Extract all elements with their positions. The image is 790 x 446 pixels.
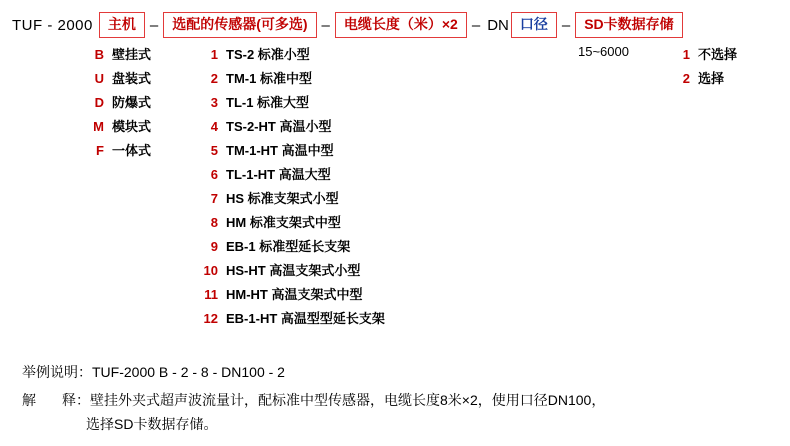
- host-option-code: U: [94, 71, 104, 86]
- sensor-option: [196, 116, 385, 140]
- separator-2: –: [321, 16, 330, 34]
- sd-option-label: 不选择: [698, 47, 738, 62]
- sensor-option-code: 5: [210, 143, 218, 158]
- sensor-option-label: TS-2 标准小型: [226, 47, 310, 62]
- sensor-option-label: TS-2-HT 高温小型: [226, 119, 332, 134]
- host-option-label: 防爆式: [112, 95, 152, 110]
- diameter-range-row: [578, 44, 629, 68]
- sensor-option-code: 3: [210, 95, 218, 110]
- sensor-option-label: HS-HT 高温支架式小型: [226, 263, 361, 278]
- host-option: [86, 68, 151, 92]
- host-option-label: 壁挂式: [112, 47, 152, 62]
- sensor-option: [196, 260, 385, 284]
- host-option: [86, 92, 151, 116]
- sd-options-column: [676, 44, 737, 92]
- sd-option: [676, 68, 737, 92]
- sensor-option-label: EB-1 标准型延长支架: [226, 239, 351, 254]
- segment-sd-box: SD卡数据存储: [575, 12, 682, 37]
- explanation-line-2: [86, 414, 217, 434]
- example-value: TUF-2000 B - 2 - 8 - DN100 - 2: [92, 364, 285, 380]
- diameter-range-value: 15~6000: [578, 44, 629, 59]
- segment-sensor-box: 选配的传感器(可多选): [163, 12, 316, 37]
- sensor-option-code: 4: [210, 119, 218, 134]
- sensor-option-label: TL-1-HT 高温大型: [226, 167, 331, 182]
- sensor-option: [196, 308, 385, 332]
- example-title: 举例说明：: [22, 364, 92, 380]
- sensor-option-code: 8: [210, 215, 218, 230]
- segment-dn-text: DN: [487, 16, 509, 34]
- sensor-option-code: 7: [210, 191, 218, 206]
- sensor-options-column: [196, 44, 385, 332]
- sensor-option: [196, 44, 385, 68]
- host-option: [86, 116, 151, 140]
- sd-option-label: 选择: [698, 71, 725, 86]
- sd-option: [676, 44, 737, 68]
- sensor-option-label: HM 标准支架式中型: [226, 215, 341, 230]
- explanation-text-2: 选择SD卡数据存储。: [86, 416, 218, 432]
- sensor-option: [196, 92, 385, 116]
- sensor-option-label: TM-1 标准中型: [226, 71, 312, 86]
- separator-4: –: [561, 16, 571, 34]
- sensor-option-code: 10: [203, 263, 218, 278]
- host-option-code: D: [94, 95, 104, 110]
- sensor-option-label: TL-1 标准大型: [226, 95, 310, 110]
- host-option-code: M: [93, 119, 104, 134]
- sd-option-code: 1: [682, 47, 690, 62]
- model-prefix: TUF - 2000: [12, 16, 93, 34]
- segment-diameter-box: 口径: [511, 12, 557, 37]
- sensor-option-code: 1: [210, 47, 218, 62]
- explanation-line: [22, 390, 605, 410]
- host-option: [86, 44, 151, 68]
- sensor-option-label: TM-1-HT 高温中型: [226, 143, 334, 158]
- sd-option-code: 2: [682, 71, 690, 86]
- sensor-option: [196, 68, 385, 92]
- sensor-option-label: HM-HT 高温支架式中型: [226, 287, 363, 302]
- segment-cable-box: 电缆长度（米）×2: [335, 12, 467, 37]
- host-option-code: F: [96, 143, 104, 158]
- sensor-option: [196, 140, 385, 164]
- sensor-option-label: HS 标准支架式小型: [226, 191, 339, 206]
- sensor-option: [196, 284, 385, 308]
- sensor-option: [196, 164, 385, 188]
- host-option-code: B: [94, 47, 104, 62]
- sensor-option-code: 12: [203, 311, 218, 326]
- sensor-option-label: EB-1-HT 高温型型延长支架: [226, 311, 385, 326]
- sensor-option-code: 6: [210, 167, 218, 182]
- diameter-range-column: [578, 44, 629, 68]
- model-code-row: [12, 10, 683, 40]
- sensor-option: [196, 188, 385, 212]
- explanation-label-suffix: 释：: [62, 392, 90, 408]
- example-line: [22, 362, 285, 382]
- explanation-text-1: 壁挂外夹式超声波流量计，配标准中型传感器，电缆长度8米×2，使用口径DN100，: [90, 392, 606, 408]
- host-option: [86, 140, 151, 164]
- sensor-option-code: 2: [210, 71, 218, 86]
- explanation-label: 解: [22, 392, 36, 408]
- segment-host-box: 主机: [99, 12, 145, 37]
- sensor-option: [196, 212, 385, 236]
- separator-1: –: [149, 16, 159, 34]
- sensor-option-code: 9: [210, 239, 218, 254]
- sensor-option: [196, 236, 385, 260]
- host-option-label: 一体式: [112, 143, 152, 158]
- host-option-label: 模块式: [112, 119, 152, 134]
- host-option-label: 盘装式: [112, 71, 152, 86]
- separator-3: –: [471, 16, 481, 34]
- sensor-option-code: 11: [204, 287, 218, 302]
- host-options-column: [86, 44, 151, 164]
